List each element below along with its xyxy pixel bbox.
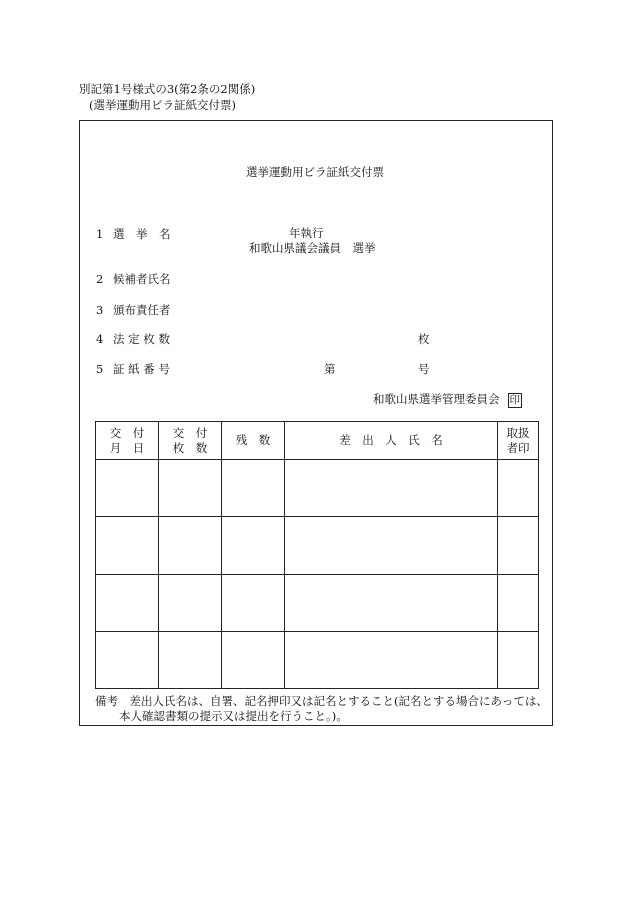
table-cell[interactable] (498, 631, 539, 688)
table-cell[interactable] (285, 574, 498, 631)
issuer-name: 和歌山県選挙管理委員会 (373, 392, 500, 406)
field-4-unit: 枚 (418, 332, 430, 346)
remarks-label: 備考 (95, 694, 118, 708)
field-5-number: 5 (96, 362, 104, 376)
column-header-issue-date (96, 422, 159, 460)
table-cell[interactable] (222, 574, 285, 631)
form-subtitle: (選挙運動用ビラ証紙交付票) (89, 98, 236, 112)
column-header-line: 交 付 (109, 426, 145, 441)
table-cell[interactable] (222, 460, 285, 517)
remarks-text-1: 差出人氏名は、自署、記名押印又は記名とすること(記名とする場合にあっては、 (129, 694, 548, 708)
field-5-label: 証 紙 番 号 (113, 362, 170, 376)
column-header-line: 枚 数 (172, 440, 208, 455)
column-header-line: 者印 (506, 440, 530, 455)
table-cell[interactable] (96, 460, 159, 517)
table-cell[interactable] (285, 460, 498, 517)
table-cell[interactable] (159, 517, 222, 574)
table-row (96, 631, 539, 688)
column-header-issue-count (159, 422, 222, 460)
table-cell[interactable] (159, 631, 222, 688)
table-cell[interactable] (159, 574, 222, 631)
column-header-sender-name (285, 422, 498, 460)
column-header-line: 残 数 (235, 433, 271, 448)
table-cell[interactable] (96, 631, 159, 688)
remarks-line-2 (95, 709, 550, 724)
table-cell[interactable] (498, 517, 539, 574)
table-cell[interactable] (285, 517, 498, 574)
field-5-suffix: 号 (418, 362, 430, 376)
column-header-line: 交 付 (172, 426, 208, 441)
issuer (373, 393, 522, 408)
field-2-label: 候補者氏名 (113, 272, 171, 286)
table-row (96, 517, 539, 574)
table-cell[interactable] (222, 631, 285, 688)
column-header-line: 差 出 人 氏 名 (339, 433, 443, 448)
remarks-text-2: 本人確認書類の提示又は提出を行うこと。)。 (119, 709, 348, 723)
field-4-number: 4 (96, 332, 104, 346)
field-1-number: 1 (96, 227, 104, 241)
field-1-label: 選 挙 名 (113, 227, 171, 241)
table-cell[interactable] (285, 631, 498, 688)
table-cell[interactable] (498, 460, 539, 517)
table-row (96, 574, 539, 631)
column-header-remaining (222, 422, 285, 460)
table-cell[interactable] (222, 517, 285, 574)
field-3-number: 3 (96, 303, 104, 317)
column-header-line: 取扱 (506, 426, 530, 441)
table-cell[interactable] (498, 574, 539, 631)
field-4-label: 法 定 枚 数 (113, 332, 170, 346)
form-reference: 別記第1号様式の3(第2条の2関係) (79, 82, 256, 96)
seal-mark: 印 (509, 394, 520, 406)
issuance-ledger-table (95, 421, 539, 689)
field-1-value-line1: 年執行 (289, 226, 324, 240)
field-2-number: 2 (96, 272, 104, 286)
table-cell[interactable] (96, 574, 159, 631)
ledger-header-row (96, 422, 539, 460)
table-cell[interactable] (159, 460, 222, 517)
remarks (95, 694, 550, 724)
column-header-handler-seal (498, 422, 539, 460)
field-1-value-line2: 和歌山県議会議員 選挙 (249, 241, 376, 255)
table-row (96, 460, 539, 517)
table-cell[interactable] (96, 517, 159, 574)
remarks-line-1 (95, 694, 550, 709)
column-header-line: 月 日 (109, 440, 145, 455)
field-5-prefix: 第 (324, 362, 336, 376)
form-title: 選挙運動用ビラ証紙交付票 (246, 165, 384, 179)
field-3-label: 頒布責任者 (113, 303, 171, 317)
